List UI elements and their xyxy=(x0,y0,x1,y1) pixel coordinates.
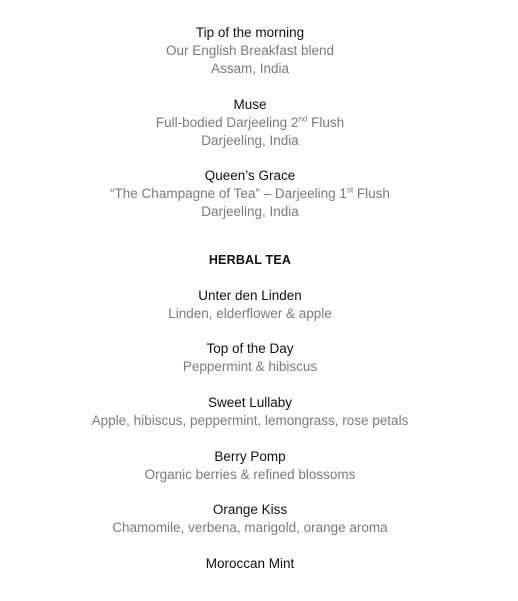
tea-origin: Darjeeling, India xyxy=(201,204,299,219)
tea-name: Queen’s Grace xyxy=(204,168,296,183)
tea-description: Peppermint & hibiscus xyxy=(182,359,318,374)
tea-name: Sweet Lullaby xyxy=(207,395,293,410)
tea-description: Our English Breakfast blend xyxy=(165,43,335,58)
ordinal-suffix: nd xyxy=(298,114,308,124)
tea-origin: Assam, India xyxy=(210,61,290,76)
tea-name: Unter den Linden xyxy=(198,288,302,303)
tea-description: Apple, hibiscus, peppermint, lemongrass, rose petals xyxy=(91,413,409,428)
section-heading: HERBAL TEA xyxy=(208,253,292,267)
tea-description-text: Flush xyxy=(353,186,390,201)
tea-description-text: Full-bodied Darjeeling 2 xyxy=(155,115,299,130)
tea-origin: Darjeeling, India xyxy=(201,133,299,148)
tea-description xyxy=(0,185,500,203)
tea-description-text: “The Champagne of Tea” – Darjeeling 1 xyxy=(110,186,347,201)
tea-description: Organic berries & refined blossoms xyxy=(144,467,356,482)
tea-name: Orange Kiss xyxy=(212,502,288,517)
tea-name: Tip of the morning xyxy=(195,25,305,40)
tea-description-text: Flush xyxy=(307,115,345,130)
tea-description: Chamomile, verbena, marigold, orange aroma xyxy=(112,520,388,535)
tea-name: Top of the Day xyxy=(206,341,294,356)
tea-description: Linden, elderflower & apple xyxy=(168,306,332,321)
tea-name: Moroccan Mint xyxy=(205,556,295,571)
tea-description xyxy=(0,114,500,132)
tea-name: Berry Pomp xyxy=(214,449,286,464)
ordinal-suffix: st xyxy=(346,185,354,195)
tea-name: Muse xyxy=(233,97,267,112)
